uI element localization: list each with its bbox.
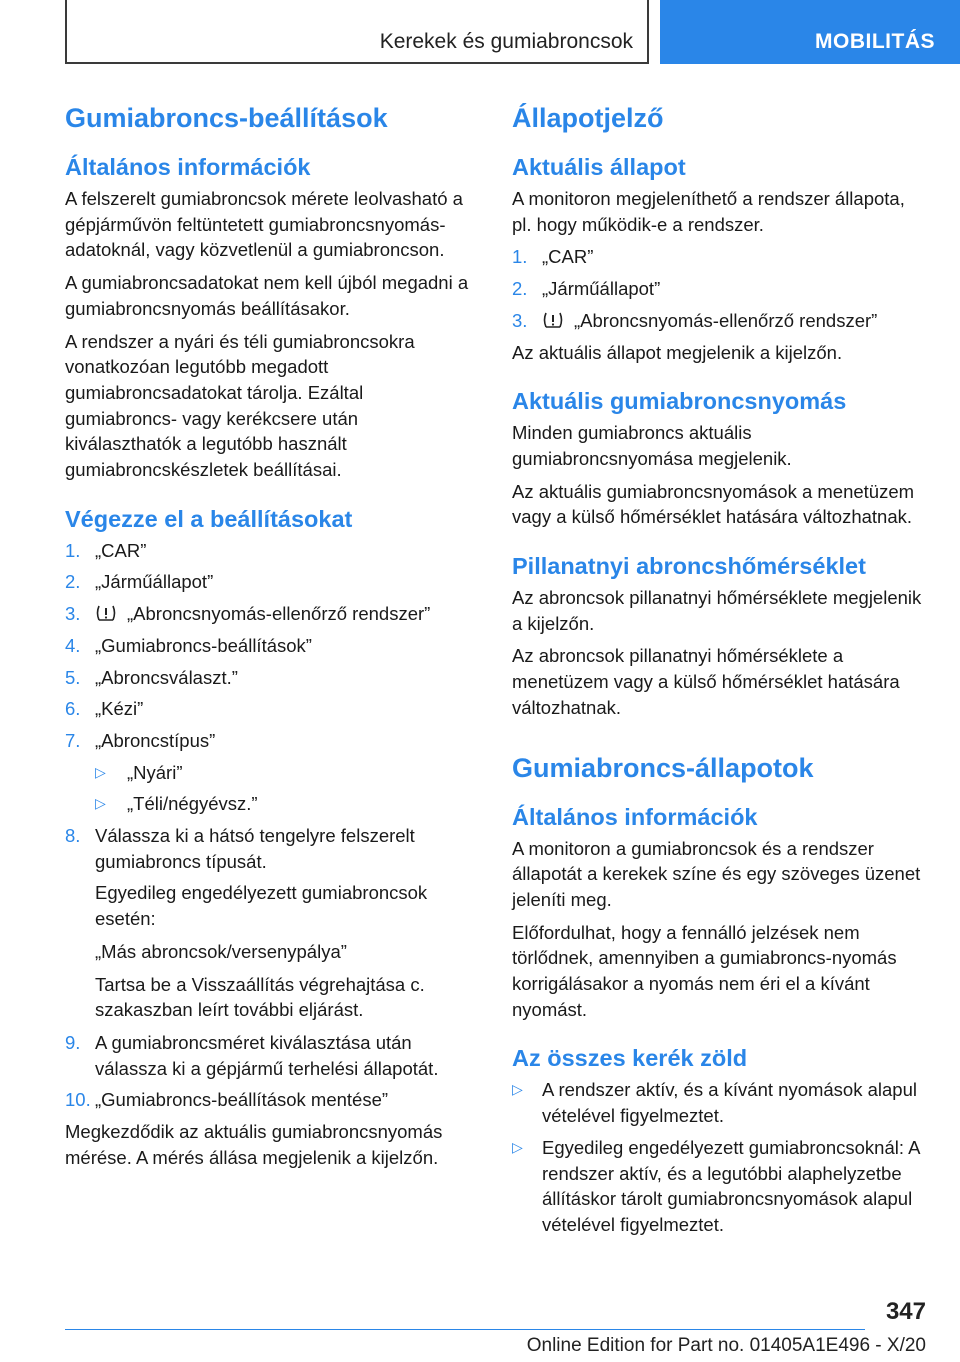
step-item: 10. „Gumiabroncs-beállítások mentése”: [65, 1089, 389, 1111]
page-number: 347: [885, 1298, 926, 1325]
bullet-item: ▷ Egyedileg engedélyezett gumiabroncsoknál: A rendszer aktív, és a legutóbbi alaphelyzetbe állításkor tárolt gumiabroncsnyomások alapul vételével figyelmeztet.: [512, 1136, 920, 1235]
header-chapter-box: [65, 0, 649, 64]
bullet-item: ▷ A rendszer aktív, és a kívánt nyomások alapul vételével figyelmeztet.: [512, 1079, 917, 1127]
paragraph: Előfordulhat, hogy a fennálló jelzések nem törlődnek, amennyiben a gumiabroncs-nyomás korrigálásakor a nyomás nem éri el a kívánt nyomást.: [512, 921, 897, 1020]
step-item: 9. A gumiabroncsméret kiválasztása után válassza ki a gépjármű terhelési állapotát.: [65, 1031, 439, 1079]
heading-tire-states: Gumiabroncs-állapotok: [512, 752, 814, 783]
paragraph: A rendszer a nyári és téli gumiabroncsokra vonatkozóan legutóbb megadott gumiabroncsadatokat tárolja. Ezáltal gumiabroncs- vagy kerékcsere után kiválaszthatók a legutóbb használt gumiabroncskészletek beállításai.: [65, 330, 415, 481]
step-item: 3. „Abroncsnyomás-ellenőrző rendszer”: [512, 309, 878, 331]
heading-status-indicator: Állapotjelző: [512, 103, 664, 133]
step-item: 5. „Abroncsválaszt.”: [65, 666, 238, 688]
heading-tire-settings: Gumiabroncs-beállítások: [65, 103, 388, 133]
step-item: 1. „CAR”: [65, 539, 147, 561]
step-item: 3. „Abroncsnyomás-ellenőrző rendszer”: [65, 603, 431, 625]
step-continuation: „Más abroncsok/versenypálya”: [95, 940, 347, 962]
triangle-bullet-icon: ▷: [95, 795, 106, 812]
step-item: 6. „Kézi”: [65, 698, 144, 720]
paragraph: Megkezdődik az aktuális gumiabroncsnyomás mérése. A mérés állása megjelenik a kijelzőn.: [65, 1121, 443, 1168]
triangle-bullet-icon: ▷: [512, 1138, 523, 1155]
paragraph: A monitoron megjeleníthető a rendszer állapota, pl. hogy működik-e a rendszer.: [512, 188, 905, 235]
paragraph: Az aktuális gumiabroncsnyomások a menetüzem vagy a külső hőmérséklet hatására változhatnak.: [512, 480, 915, 528]
status-steps: [512, 244, 928, 333]
header-section-label: MOBILITÁS: [815, 30, 935, 53]
paragraph: Az abroncsok pillanatnyi hőmérséklete megjelenik a kijelzőn.: [512, 587, 922, 634]
triangle-bullet-icon: ▷: [95, 763, 106, 780]
paragraph: Minden gumiabroncs aktuális gumiabroncsnyomása megjelenik.: [512, 422, 792, 469]
triangle-bullet-icon: ▷: [512, 1081, 523, 1098]
header-chapter: Kerekek és gumiabroncsok: [379, 30, 633, 53]
step-item: 2. „Járműállapot”: [65, 571, 214, 593]
paragraph: A gumiabroncsadatokat nem kell újból megadni a gumiabroncsnyomás beállításakor.: [65, 272, 469, 319]
step-item: 7. „Abroncstípus”: [65, 729, 216, 751]
paragraph: A monitoron a gumiabroncsok és a rendszer állapotát a kerekek színe és egy szöveges üzenet jeleníti meg.: [512, 837, 921, 910]
step-continuation: Tartsa be a Visszaállítás végrehajtása c. szakaszban leírt további eljárást.: [95, 973, 425, 1021]
paragraph: Az aktuális állapot megjelenik a kijelzőn.: [512, 341, 843, 363]
settings-steps-continued: [65, 1030, 479, 1113]
paragraph: Az abroncsok pillanatnyi hőmérséklete a menetüzem vagy a külső hőmérséklet hatására változhatnak.: [512, 645, 900, 718]
footer-divider: [65, 1329, 865, 1330]
heading-current-status: Aktuális állapot: [512, 154, 686, 180]
right-column: [512, 98, 928, 1244]
footer-edition: Online Edition for Part no. 01405A1E496 - X/20: [526, 1335, 926, 1356]
tire-pressure-warning-icon: [95, 604, 117, 622]
step-continuation: Egyedileg engedélyezett gumiabroncsok esetén:: [95, 882, 428, 930]
step-item: 1. „CAR”: [512, 246, 594, 268]
paragraph: A felszerelt gumiabroncsok mérete leolvasható a gépjárművön feltüntetett gumiabroncsnyomás-adatoknál, vagy közvetlenül a gumiabroncson.: [65, 188, 463, 261]
left-column: [65, 98, 479, 1178]
heading-make-settings: Végezze el a beállításokat: [65, 505, 353, 532]
heading-all-wheels-green: Az összes kerék zöld: [512, 1045, 748, 1072]
step-item: 2. „Járműállapot”: [512, 278, 661, 300]
sub-option: ▷ „Nyári”: [65, 760, 479, 786]
sub-option: ▷ „Téli/négyévsz.”: [65, 791, 479, 817]
header-section-tab: [660, 0, 960, 64]
heading-general-info: Általános információk: [65, 154, 311, 180]
settings-steps: [65, 538, 479, 875]
heading-current-temperature: Pillanatnyi abroncshőmérséklet: [512, 553, 866, 580]
step-item: 8. Válassza ki a hátsó tengelyre felszerelt gumiabroncs típusát.: [65, 825, 415, 872]
heading-general-info: Általános információk: [512, 803, 758, 830]
green-bullets: [512, 1077, 928, 1237]
heading-current-pressure: Aktuális gumiabroncsnyomás: [512, 388, 847, 415]
tire-pressure-warning-icon: [542, 311, 564, 329]
step-item: 4. „Gumiabroncs-beállítások”: [65, 634, 312, 656]
